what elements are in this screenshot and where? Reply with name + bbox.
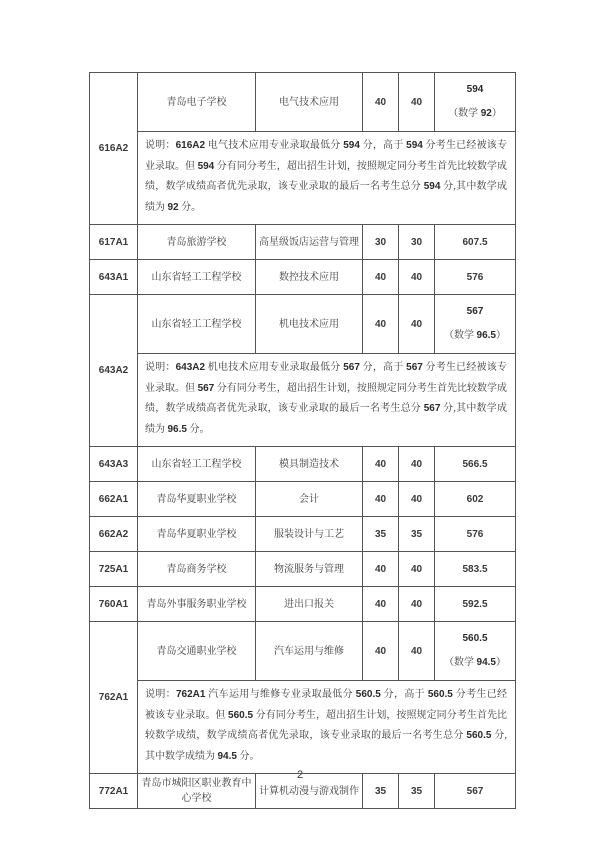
table-row — [90, 552, 516, 587]
school-cell: 青岛市城阳区职业教育中心学校 — [138, 774, 256, 809]
score-cell — [435, 622, 516, 681]
code-cell: 760A1 — [90, 587, 138, 622]
plan-cell: 40 — [363, 295, 399, 354]
score-cell — [435, 295, 516, 354]
major-cell: 汽车运用与维修 — [256, 622, 363, 681]
table-row — [90, 225, 516, 260]
admitted-cell: 30 — [399, 225, 435, 260]
major-cell: 数控技术应用 — [256, 260, 363, 295]
score-math-note: （数学 96.5） — [444, 330, 506, 341]
school-cell: 青岛外事服务职业学校 — [138, 587, 256, 622]
code-cell: 617A1 — [90, 225, 138, 260]
score-cell — [435, 73, 516, 132]
plan-cell: 40 — [363, 260, 399, 295]
major-cell: 模具制造技术 — [256, 447, 363, 482]
note-row — [90, 132, 516, 225]
school-cell: 山东省轻工工程学校 — [138, 295, 256, 354]
school-cell: 青岛华夏职业学校 — [138, 517, 256, 552]
major-cell: 机电技术应用 — [256, 295, 363, 354]
note-cell: 说明：762A1 汽车运用与维修专业录取最低分 560.5 分，高于 560.5 分考生已经被该专业录取。但 560.5 分有同分考生，超出招生计划，按照规定同分考生首先比较数学成绩，数学成绩高者优先录取，该专业录取的最后一名考生总分 560.5 分,其中数学成绩为 94.5 分。 — [138, 681, 516, 774]
admitted-cell: 40 — [399, 73, 435, 132]
admitted-cell: 40 — [399, 482, 435, 517]
admitted-cell: 40 — [399, 587, 435, 622]
note-row — [90, 681, 516, 774]
note-cell: 说明：616A2 电气技术应用专业录取最低分 594 分，高于 594 分考生已经被该专业录取。但 594 分有同分考生，超出招生计划，按照规定同分考生首先比较数学成绩，数学成绩高者优先录取，该专业录取的最后一名考生总分 594 分,其中数学成绩为 92 分。 — [138, 132, 516, 225]
code-cell: 643A1 — [90, 260, 138, 295]
plan-cell: 40 — [363, 622, 399, 681]
code-cell: 762A1 — [90, 622, 138, 774]
code-cell: 772A1 — [90, 774, 138, 809]
major-cell: 高星级饭店运营与管理 — [256, 225, 363, 260]
admitted-cell: 40 — [399, 622, 435, 681]
plan-cell: 35 — [363, 517, 399, 552]
table-row — [90, 622, 516, 681]
score-value: 567 — [466, 306, 484, 317]
table-row — [90, 447, 516, 482]
major-cell: 服装设计与工艺 — [256, 517, 363, 552]
admission-score-table — [89, 72, 516, 809]
table-row — [90, 260, 516, 295]
score-math-note: （数学 92） — [448, 108, 502, 119]
code-cell: 662A1 — [90, 482, 138, 517]
plan-cell: 40 — [363, 482, 399, 517]
major-cell: 计算机动漫与游戏制作 — [256, 774, 363, 809]
score-value: 560.5 — [462, 633, 488, 644]
major-cell: 电气技术应用 — [256, 73, 363, 132]
table-row — [90, 295, 516, 354]
score-cell: 576 — [435, 260, 516, 295]
school-cell: 青岛商务学校 — [138, 552, 256, 587]
admitted-cell: 35 — [399, 774, 435, 809]
note-row — [90, 354, 516, 447]
code-cell: 616A2 — [90, 73, 138, 225]
score-cell: 607.5 — [435, 225, 516, 260]
table-row — [90, 517, 516, 552]
major-cell: 进出口报关 — [256, 587, 363, 622]
admission-table-body — [90, 73, 516, 809]
table-row — [90, 482, 516, 517]
score-cell: 583.5 — [435, 552, 516, 587]
school-cell: 山东省轻工工程学校 — [138, 447, 256, 482]
school-cell: 青岛华夏职业学校 — [138, 482, 256, 517]
school-cell: 青岛旅游学校 — [138, 225, 256, 260]
code-cell: 643A2 — [90, 295, 138, 447]
major-cell: 会计 — [256, 482, 363, 517]
score-cell: 602 — [435, 482, 516, 517]
admitted-cell: 35 — [399, 517, 435, 552]
admitted-cell: 40 — [399, 447, 435, 482]
plan-cell: 40 — [363, 587, 399, 622]
plan-cell: 35 — [363, 774, 399, 809]
note-cell: 说明：643A2 机电技术应用专业录取最低分 567 分，高于 567 分考生已经被该专业录取。但 567 分有同分考生，超出招生计划，按照规定同分考生首先比较数学成绩，数学成绩高者优先录取，该专业录取的最后一名考生总分 567 分,其中数学成绩为 96.5 分。 — [138, 354, 516, 447]
admitted-cell: 40 — [399, 552, 435, 587]
score-cell: 566.5 — [435, 447, 516, 482]
score-value: 594 — [466, 84, 484, 95]
plan-cell: 40 — [363, 552, 399, 587]
score-cell: 592.5 — [435, 587, 516, 622]
score-cell: 576 — [435, 517, 516, 552]
admitted-cell: 40 — [399, 260, 435, 295]
plan-cell: 40 — [363, 73, 399, 132]
school-cell: 青岛电子学校 — [138, 73, 256, 132]
score-math-note: （数学 94.5） — [444, 657, 506, 668]
score-cell: 567 — [435, 774, 516, 809]
table-row — [90, 587, 516, 622]
plan-cell: 30 — [363, 225, 399, 260]
school-cell: 山东省轻工工程学校 — [138, 260, 256, 295]
table-row — [90, 73, 516, 132]
plan-cell: 40 — [363, 447, 399, 482]
major-cell: 物流服务与管理 — [256, 552, 363, 587]
page-number: 2 — [296, 769, 304, 781]
code-cell: 662A2 — [90, 517, 138, 552]
code-cell: 643A3 — [90, 447, 138, 482]
school-cell: 青岛交通职业学校 — [138, 622, 256, 681]
code-cell: 725A1 — [90, 552, 138, 587]
admitted-cell: 40 — [399, 295, 435, 354]
